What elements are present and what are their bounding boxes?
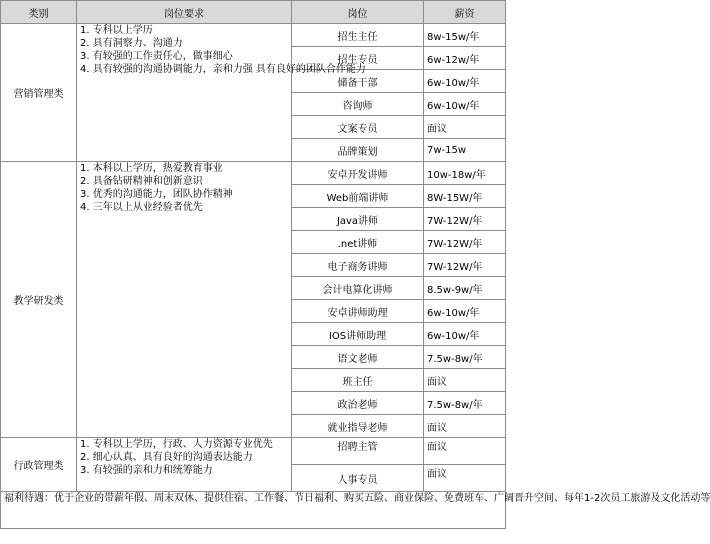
position-cell: 安卓讲师助理 xyxy=(292,300,424,323)
salary-cell: 7W-12W/年 xyxy=(424,231,506,254)
position-cell: 安卓开发讲师 xyxy=(292,162,424,185)
requirement-line: 1. 专科以上学历 xyxy=(80,25,153,36)
position-cell: .net讲师 xyxy=(292,231,424,254)
salary-cell: 8.5w-9w/年 xyxy=(424,277,506,300)
category-cell: 教学研发类 xyxy=(1,162,77,438)
benefits-text: 福利待遇：优于企业的带薪年假、周末双休、提供住宿、工作餐、节日福利、购买五险、商业保险、免费班车、广阔晋升空间、每年1-2次员工旅游及文化活动等 xyxy=(1,492,506,529)
salary-cell: 6w-10w/年 xyxy=(424,323,506,346)
requirement-line: 3. 有较强的工作责任心，做事细心 xyxy=(80,51,233,62)
header-row xyxy=(1,1,506,24)
group-teaching xyxy=(1,162,506,438)
salary-cell: 面议 xyxy=(424,415,506,438)
table-row xyxy=(1,162,506,185)
position-cell: 语文老师 xyxy=(292,346,424,369)
position-cell: 咨询师 xyxy=(292,93,424,116)
header-category: 类别 xyxy=(1,1,77,24)
position-cell: IOS讲师助理 xyxy=(292,323,424,346)
table-row xyxy=(1,438,506,465)
category-cell: 行政管理类 xyxy=(1,438,77,492)
salary-cell: 面议 xyxy=(424,116,506,139)
salary-cell: 8w-15w/年 xyxy=(424,24,506,47)
salary-cell: 面议 xyxy=(424,369,506,392)
requirements-cell xyxy=(77,162,292,438)
salary-cell: 8W-15W/年 xyxy=(424,185,506,208)
position-cell: 文案专员 xyxy=(292,116,424,139)
position-cell: Java讲师 xyxy=(292,208,424,231)
benefits-section xyxy=(1,492,710,529)
requirement-line: 2. 细心认真、具有良好的沟通表达能力 xyxy=(80,452,253,463)
salary-cell: 6w-10w/年 xyxy=(424,70,506,93)
category-cell: 营销管理类 xyxy=(1,24,77,162)
position-cell: 政治老师 xyxy=(292,392,424,415)
group-marketing xyxy=(1,24,506,162)
requirement-line: 3. 有较强的亲和力和统筹能力 xyxy=(80,465,213,476)
salary-cell: 10w-18w/年 xyxy=(424,162,506,185)
requirement-line: 2. 具有洞察力、沟通力 xyxy=(80,38,183,49)
header-requirements: 岗位要求 xyxy=(77,1,292,24)
salary-cell: 7.5w-8w/年 xyxy=(424,392,506,415)
position-cell: 电子商务讲师 xyxy=(292,254,424,277)
table-row xyxy=(1,492,506,529)
salary-cell: 面议 xyxy=(424,438,506,465)
table-row xyxy=(1,24,506,47)
position-cell: 品牌策划 xyxy=(292,139,424,162)
position-cell: 招生主任 xyxy=(292,24,424,47)
salary-cell: 7.5w-8w/年 xyxy=(424,346,506,369)
salary-cell: 6w-10w/年 xyxy=(424,300,506,323)
salary-cell: 6w-12w/年 xyxy=(424,47,506,70)
position-cell: 招聘主管 xyxy=(292,438,424,465)
requirements-cell xyxy=(77,438,292,492)
salary-cell: 7W-12W/年 xyxy=(424,208,506,231)
requirement-line: 1. 专科以上学历，行政、人力资源专业优先 xyxy=(80,439,273,450)
requirement-line: 1. 本科以上学历，热爱教育事业 xyxy=(80,163,223,174)
requirement-line: 4. 具有较强的沟通协调能力，亲和力强 具有良好的团队合作能力 xyxy=(80,64,366,75)
header-salary: 薪资 xyxy=(424,1,506,24)
salary-cell: 6w-10w/年 xyxy=(424,93,506,116)
salary-cell: 7w-15w xyxy=(424,139,506,162)
position-cell: Web前端讲师 xyxy=(292,185,424,208)
requirement-line: 2. 具备钻研精神和创新意识 xyxy=(80,176,203,187)
position-cell: 人事专员 xyxy=(292,465,424,492)
salary-cell: 7W-12W/年 xyxy=(424,254,506,277)
position-cell: 就业指导老师 xyxy=(292,415,424,438)
position-cell: 会计电算化讲师 xyxy=(292,277,424,300)
salary-cell: 面议 xyxy=(424,465,506,492)
position-cell: 班主任 xyxy=(292,369,424,392)
position-cell: 招生专员 xyxy=(292,47,424,70)
header-position: 岗位 xyxy=(292,1,424,24)
requirement-line: 3. 优秀的沟通能力，团队协作精神 xyxy=(80,189,233,200)
position-cell: 储备干部 xyxy=(292,70,424,93)
group-admin xyxy=(1,438,506,492)
requirement-line: 4. 三年以上从业经验者优先 xyxy=(80,202,203,213)
